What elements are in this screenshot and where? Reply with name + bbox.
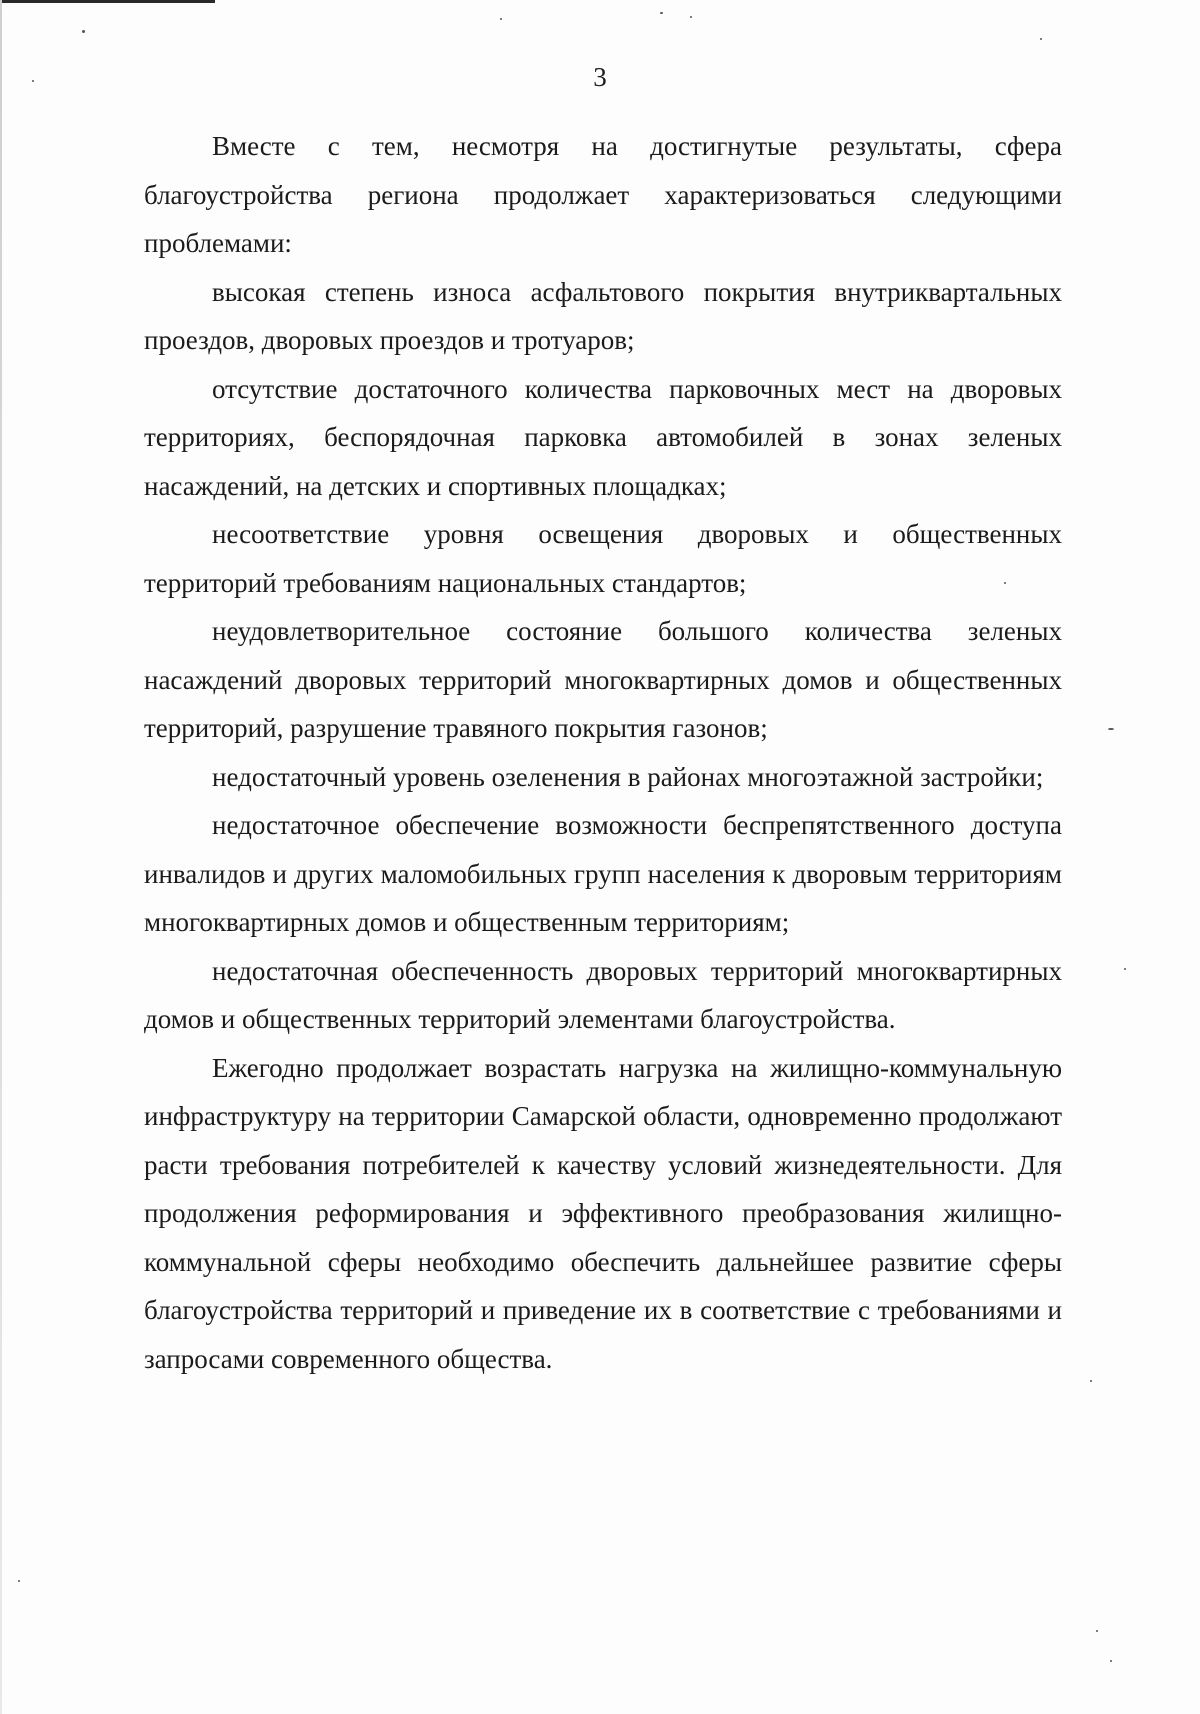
paragraph-parking: отсутствие достаточного количества парковочных мест на дворовых территориях, беспорядочная парковка автомобилей в зонах зеленых насаждений, на детских и спортивных площадках; [144,373,1062,501]
scan-speck [1096,1630,1098,1632]
paragraph-green-spaces: неудовлетворительное состояние большого количества зеленых насаждений дворовых территорий многоквартирных домов и общественных территорий, разрушение травяного покрытия газонов; [144,616,1062,743]
paragraph-conclusion: Ежегодно продолжает возрастать нагрузка на жилищно-коммунальную инфраструктуру на территории Самарской области, одновременно продолжают расти требования потребителей к качеству условий жизнедеятельности. Для продолжения реформирования и эффективного преобразования жилищно-коммунальной сферы необходимо обеспечить дальнейшее развитие сферы благоустройства территорий и приведение их в соответствие с требованиями и запросами современного общества. [144,1052,1062,1374]
paragraph-asphalt-wear: высокая степень износа асфальтового покрытия внутриквартальных проездов, дворовых проездов и тротуаров; [144,276,1062,355]
scan-speck [82,30,85,33]
scan-speck [500,18,502,20]
paragraph-accessibility: недостаточное обеспечение возможности беспрепятственного доступа инвалидов и других маломобильных групп населения к дворовым территориям многоквартирных домов и общественным территориям; [144,810,1062,937]
scan-speck [1108,728,1114,730]
scan-speck [18,1580,20,1582]
scan-speck [690,16,692,18]
paragraph-amenities: недостаточная обеспеченность дворовых территорий многоквартирных домов и общественных территорий элементами благоустройства. [144,955,1062,1034]
body-text [144,122,1062,1383]
paragraph-landscaping: недостаточный уровень озеленения в районах многоэтажной застройки; [212,761,1044,792]
scan-speck [660,12,663,14]
page-number: 3 [593,62,607,92]
scan-speck [1110,1660,1112,1662]
scan-speck [1040,38,1042,40]
scan-top-rule [0,0,215,3]
paragraph-lighting: несоответствие уровня освещения дворовых и общественных территорий требованиям национальных стандартов; [144,519,1062,598]
paragraph-intro: Вместе с тем, несмотря на достигнутые результаты, сфера благоустройства региона продолжает характеризоваться следующими проблемами: [144,131,1062,258]
scan-speck [1090,1380,1092,1382]
scan-left-edge [0,0,2,1714]
scan-speck [1124,968,1126,970]
